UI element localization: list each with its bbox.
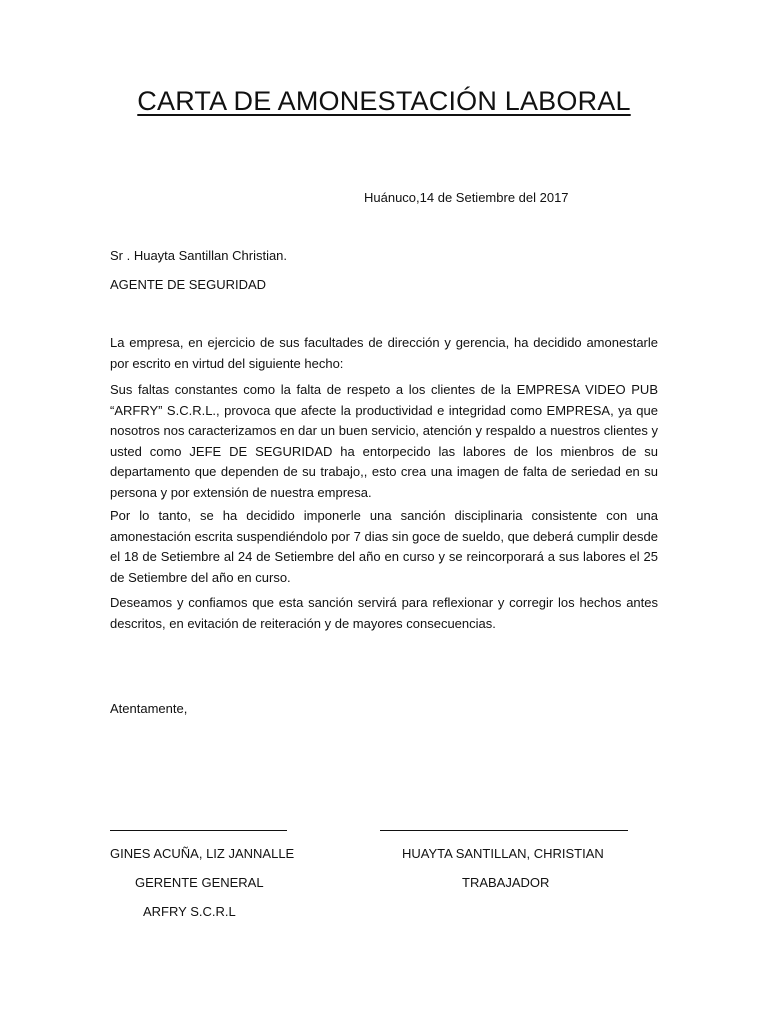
signer-company-left: ARFRY S.C.R.L <box>143 904 236 919</box>
signer-role-right: TRABAJADOR <box>462 875 550 890</box>
signature-line-right <box>380 830 628 831</box>
signer-name-right: HUAYTA SANTILLAN, CHRISTIAN <box>402 846 604 861</box>
signer-role-left: GERENTE GENERAL <box>135 875 264 890</box>
signer-name-left: GINES ACUÑA, LIZ JANNALLE <box>110 846 295 861</box>
paragraph-sanction: Por lo tanto, se ha decidido imponerle una sanción disciplinaria consistente con una amonestación escrita suspendiéndolo por 7 dias sin goce de sueldo, que deberá cumplir desde el 18 de Setiembre al 24 de Setiembre del año en curso y se reincorporará a sus labores el 25 de Setiembre del año en curso. <box>110 508 658 585</box>
date-line: Huánuco,14 de Setiembre del 2017 <box>364 190 569 205</box>
letter-title <box>0 86 768 117</box>
letter-title-text: CARTA DE AMONESTACIÓN LABORAL <box>137 86 631 116</box>
recipient-name: Sr . Huayta Santillan Christian. <box>110 248 288 263</box>
closing: Atentamente, <box>110 701 188 716</box>
recipient-position: AGENTE DE SEGURIDAD <box>110 277 267 292</box>
signature-line-left <box>110 830 287 831</box>
paragraph-facts: Sus faltas constantes como la falta de respeto a los clientes de la EMPRESA VIDEO PUB “ARFRY” S.C.R.L., provoca que afecte la productividad e integridad como EMPRESA, ya que nosotros nos caracterizamos en dar un buen servicio, atención y respaldo a nuestros clientes y usted como JEFE DE SEGURIDAD ha entorpecido las labores de los mienbros de su departamento que dependen de su trabajo,, esto crea una imagen de falta de seriedad en su persona y por extensión de nuestra empresa. <box>110 382 658 500</box>
paragraph-conclusion: Deseamos y confiamos que esta sanción servirá para reflexionar y corregir los hechos antes descritos, en evitación de reiteración y de mayores consecuencias. <box>110 595 658 631</box>
paragraph-intro: La empresa, en ejercicio de sus facultades de dirección y gerencia, ha decidido amonestarle por escrito en virtud del siguiente hecho: <box>110 335 658 371</box>
